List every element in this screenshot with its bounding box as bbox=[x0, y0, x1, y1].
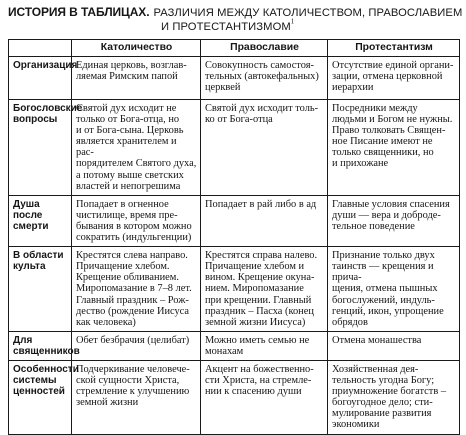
cell-protestantism: Отмена монашества bbox=[328, 331, 460, 360]
table-row bbox=[9, 331, 460, 360]
heading-main: ИСТОРИЯ В ТАБЛИЦАХ. bbox=[8, 5, 150, 19]
cell-protestantism: Посредники между людьми и Богом не нужны. Право толковать Священ- ное Писание имеют не только священники, но и прихожане bbox=[328, 100, 460, 196]
cell-catholicism: Крестятся слева направо. Причащение хлебом. Крещение обливанием. Миропомазание в 7–8 лет. Главный праздник – Рож- дество (рождение Иисуса как человека) bbox=[72, 247, 201, 332]
cell-orthodoxy: Попадает в рай либо в ад bbox=[201, 195, 328, 246]
cell-protestantism: Отсутствие единой органи- зации, отмена церковной иерархии bbox=[328, 57, 460, 100]
cell-protestantism: Главные условия спасения души — вера и доброде- тельное поведение bbox=[328, 195, 460, 246]
header-protestantism: Протестантизм bbox=[328, 40, 460, 57]
cell-catholicism: Святой дух исходит не только от Бога-отца, но и от Бога-сына. Церковь является хранителем и рас- порядителем Святого духа, а потому выше светских властей и непогрешима bbox=[72, 100, 201, 196]
header-orthodoxy: Православие bbox=[201, 40, 328, 57]
row-label-values: Особенности системы ценностей bbox=[9, 360, 72, 434]
table-header-row bbox=[9, 40, 460, 57]
comparison-table bbox=[8, 39, 460, 435]
row-label-afterlife: Душа после смерти bbox=[9, 195, 72, 246]
cell-catholicism: Единая церковь, возглав- ляемая Римским папой bbox=[72, 57, 201, 100]
cell-orthodoxy: Акцент на божественно- сти Христа, на стремле- нии к спасению души bbox=[201, 360, 328, 434]
row-label-worship: В области культа bbox=[9, 247, 72, 332]
cell-orthodoxy: Крестятся справа налево. Причащение хлебом и вином. Крещение окуна- нием. Миропомазание при крещении. Главный праздник – Пасха (конец земной жизни Иисуса) bbox=[201, 247, 328, 332]
cell-orthodoxy: Святой дух исходит толь- ко от Бога-отца bbox=[201, 100, 328, 196]
footnote-mark: 1 bbox=[290, 17, 295, 26]
row-label-clergy: Для священников bbox=[9, 331, 72, 360]
cell-catholicism: Обет безбрачия (целибат) bbox=[72, 331, 201, 360]
header-corner bbox=[9, 40, 72, 57]
table-row bbox=[9, 360, 460, 434]
table-row bbox=[9, 57, 460, 100]
table-row bbox=[9, 100, 460, 196]
table-row bbox=[9, 247, 460, 332]
table-row bbox=[9, 195, 460, 246]
cell-orthodoxy: Совокупность самостоя- тельных (автокефальных) церквей bbox=[201, 57, 328, 100]
row-label-organization: Организация bbox=[9, 57, 72, 100]
cell-catholicism: Подчеркивание человече- ской сущности Христа, стремление к улучшению земной жизни bbox=[72, 360, 201, 434]
header-catholicism: Католичество bbox=[72, 40, 201, 57]
heading-subtitle-line2: И ПРОТЕСТАНТИЗМОМ bbox=[161, 21, 291, 33]
cell-orthodoxy: Можно иметь семью не монахам bbox=[201, 331, 328, 360]
cell-catholicism: Попадает в огненное чистилище, время пре- бывания в котором можно сократить (индульгенции) bbox=[72, 195, 201, 246]
row-label-theology: Богословские вопросы bbox=[9, 100, 72, 196]
cell-protestantism: Признание только двух таинств — крещения и прича- щения, отмена пышных богослужений, индуль- генций, икон, упрощение обрядов bbox=[328, 247, 460, 332]
cell-protestantism: Хозяйственная дея- тельность угодна Богу; приумножение богатств – богоугодное дело; сти- мулирование развития экономики bbox=[328, 360, 460, 434]
heading-subtitle-line1: РАЗЛИЧИЯ МЕЖДУ КАТОЛИЧЕСТВОМ, ПРАВОСЛАВИЕМ bbox=[153, 7, 463, 19]
